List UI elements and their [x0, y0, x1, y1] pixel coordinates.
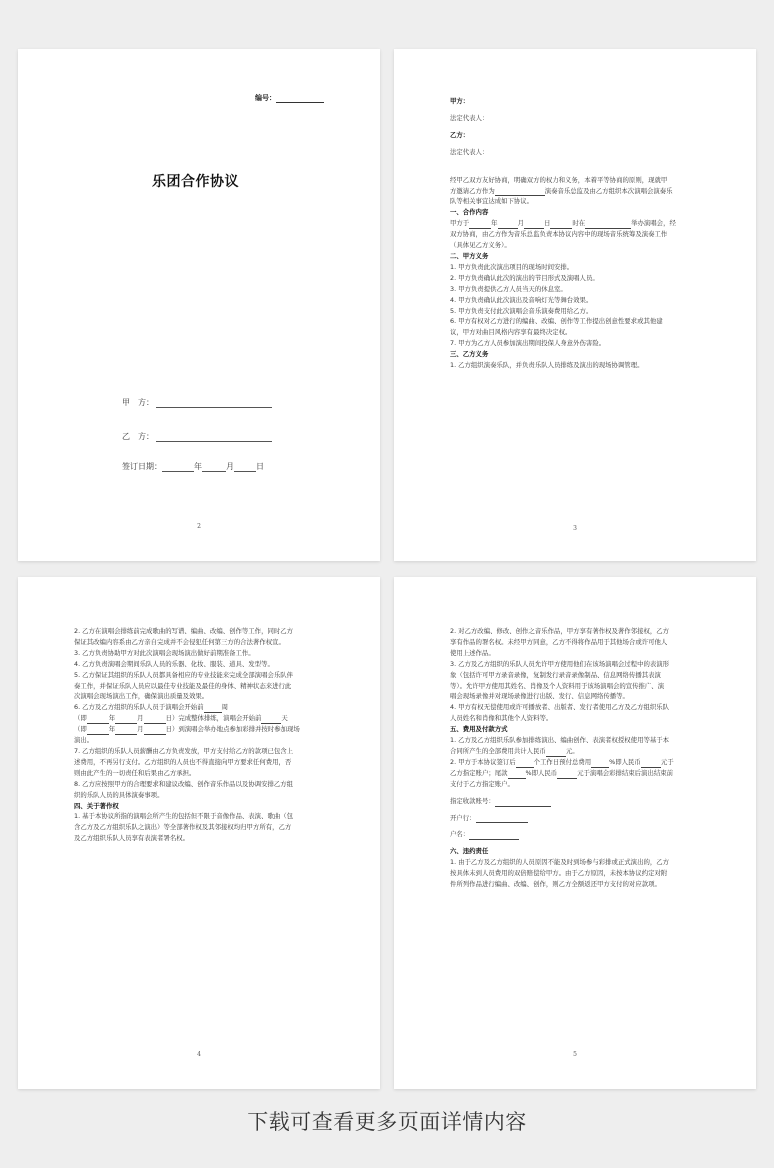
clause: 7. 乙方组织的乐队人员薪酬由乙方负责发放，甲方支付给乙方的款项已包含上: [74, 746, 294, 755]
text: 乙方指定账户；尾款: [450, 768, 508, 777]
clause: 5. 甲方负责支付此次演唱会音乐演奏费用给乙方。: [450, 306, 593, 315]
download-caption: 下载可查看更多页面详情内容: [247, 1110, 527, 1134]
text: 年: [108, 725, 116, 734]
day-label: 日: [256, 462, 264, 471]
blank: [557, 771, 577, 779]
text: 年: [108, 714, 116, 723]
paragraph-line: 队等相关事宜达成如下协议。: [450, 197, 534, 206]
blank: [202, 463, 226, 472]
clause: 1. 由于乙方及乙方组织的人员原因不能及时到场参与彩排或正式演出的，乙方: [450, 858, 670, 867]
blank: [498, 221, 518, 229]
clause: 象（包括许可甲方录音录像，复制发行录音录像制品、信息网络传播其表演: [450, 670, 661, 679]
blank: [591, 760, 609, 768]
text: %即人民币: [525, 768, 558, 777]
clause: 等）。允许甲方使用其姓名、肖像及个人资料用于该场演唱会的宣传推广、演: [450, 681, 665, 690]
clause: 保证其改编内容系由乙方亲自完成并不会侵犯任何第三方的合法著作权宣。: [74, 637, 285, 646]
text: （即: [74, 714, 87, 723]
text: 个工作日预付总费用: [533, 757, 592, 766]
paragraph-line: [450, 218, 700, 229]
contract-number-blank: [276, 95, 324, 103]
text: 6. 乙方及乙方组织的乐队人员于演唱会开始前: [74, 703, 204, 712]
clause: 1. 甲方负责此次演出项目的现场时间安排。: [450, 262, 574, 271]
party-b-label: 乙 方：: [122, 432, 154, 441]
month-label: 月: [226, 462, 234, 471]
party-b-heading: 乙方：: [450, 130, 470, 139]
blank: [469, 832, 519, 840]
clause: 述费用，不再另行支付。乙方组织的人员也不得直接向甲方要求任何费用，否: [74, 757, 292, 766]
section-heading: 三、乙方义务: [450, 350, 489, 359]
blank: [495, 188, 545, 196]
text: 开户行：: [450, 813, 476, 822]
text: 日: [543, 219, 551, 228]
clause: 议，甲方对曲目风格内容享有最终决定权。: [450, 328, 572, 337]
clause: [450, 757, 700, 768]
blank: [144, 716, 166, 724]
blank: [641, 760, 661, 768]
page-5-body: [450, 626, 700, 890]
account-number-field: [450, 796, 700, 807]
account-name-field: [450, 829, 700, 840]
cover-page: [18, 49, 380, 561]
section-heading: 二、甲方义务: [450, 251, 489, 260]
clause: [74, 713, 324, 724]
party-a-heading: 甲方：: [450, 97, 470, 105]
section-heading: 一、合作内容: [450, 208, 489, 217]
clause: 含乙方及乙方组织乐队之演出）等全部著作权及其邻接权均归甲方所有，乙方: [74, 823, 292, 832]
clause: 按具体未到人员费用的双倍赔偿给甲方。由于乙方原因，未按本协议约定对附: [450, 869, 668, 878]
party-a-rep: 法定代表人：: [450, 113, 489, 122]
section-heading: 五、费用及付款方式: [450, 725, 508, 734]
sign-date-label: 签订日期：: [122, 462, 162, 471]
page-4-body: [74, 626, 324, 844]
page-number: 2: [197, 523, 201, 530]
blank: [87, 716, 109, 724]
clause: 享有作品的署名权。未经甲方同意，乙方不得将作品用于其他场合或许可他人: [450, 637, 668, 646]
blank: [508, 771, 526, 779]
paragraph-line: [450, 186, 700, 197]
paragraph-line: （具体见乙方义务）。: [450, 241, 511, 250]
text: 方邀请乙方作为: [450, 186, 495, 195]
text: 指定收款账号：: [450, 796, 495, 805]
clause: 8. 乙方应按照甲方的合理要求和建议改编、创作音乐作品以及协调安排乙方组: [74, 779, 294, 788]
clause: 次演唱会现场演出工作，确保演出质量及效果。: [74, 692, 209, 701]
blank: [87, 727, 109, 735]
clause: 1. 乙方及乙方组织乐队参加排练演出、编曲创作、表演者权授权使用等基于本: [450, 736, 670, 745]
clause: 织的乐队人员的具体演奏事项。: [74, 790, 164, 799]
party-a-label: 甲 方：: [122, 398, 154, 407]
paragraph-line: 经甲乙双方友好协商，明确双方的权力和义务，本着平等协商的原则，现就甲: [450, 175, 668, 184]
clause: 件所列作品进行编曲、改编、创作，则乙方全额返还甲方支付的对应款项。: [450, 880, 661, 889]
text: 演奏音乐总监及由乙方组织本次演唱会演奏乐: [544, 186, 673, 195]
text: 月: [137, 725, 144, 734]
blank: [516, 760, 534, 768]
clause: 4. 乙方负责演唱会期间乐队人员的乐器、化妆、服装、道具、发型等。: [74, 659, 274, 668]
text: 户名：: [450, 830, 470, 839]
clause: 3. 乙方负责协助甲方对此次演唱会现场演出做好前期准备工作。: [74, 648, 255, 657]
clause: 4. 甲方负责确认此次演出及音响灯光等舞台效果。: [450, 295, 593, 304]
clause: 2. 乙方在演唱会排练前完成歌曲的写谱、编曲、改编、创作等工作，同时乙方: [74, 627, 294, 635]
party-a-field: [122, 397, 272, 408]
blank: [115, 716, 137, 724]
blank: [476, 815, 528, 823]
blank: [234, 463, 256, 472]
text: 甲方于: [450, 219, 470, 228]
text: 月: [517, 219, 524, 228]
clause: 则由此产生的一切责任和后果由乙方承担。: [74, 768, 196, 777]
clause: [74, 724, 324, 735]
page-number: 4: [197, 1051, 201, 1058]
clause: [74, 702, 324, 713]
clause: 7. 甲方为乙方人员参加演出期间投保人身意外伤害险。: [450, 339, 606, 348]
clause: 6. 甲方有权对乙方进行的编曲、改编、创作等工作提出创意性要求或其他建: [450, 317, 663, 326]
text: 举办演唱会，经: [631, 219, 676, 228]
page-3-body: [450, 96, 700, 371]
bank-field: [450, 813, 700, 824]
clause: 奏工作，并保证乐队人员应以最佳专业技能及最佳的身体、精神状态来进行此: [74, 681, 292, 690]
clause: [450, 768, 700, 779]
text: 年: [491, 219, 498, 228]
text: 元于演唱会彩排结束后演出结束前: [577, 768, 674, 777]
page-4: [18, 577, 380, 1089]
party-a-blank: [156, 399, 272, 408]
text: 日）到演唱会举办地点参加彩排并按时参加现场: [165, 725, 300, 734]
clause: 2. 对乙方改编、修改、创作之音乐作品，甲方享有著作权及著作邻接权，乙方: [450, 627, 670, 635]
clause: [450, 746, 700, 757]
clause: 5. 乙方保证其组织的乐队人员都具备相应的专业技能来完成全部演唱会乐队伴: [74, 670, 294, 679]
clause: 2. 甲方负责确认此次的演出的节目形式及演唱人员。: [450, 273, 599, 282]
party-b-rep: 法定代表人：: [450, 147, 489, 156]
text: 周: [221, 703, 228, 712]
blank: [585, 221, 631, 229]
text: 天: [281, 714, 288, 723]
year-label: 年: [194, 462, 202, 471]
text: %即人民币: [609, 757, 641, 766]
section-heading: 六、违约责任: [450, 847, 489, 856]
page-number: 3: [573, 525, 577, 532]
text: 日）完成整体排练，演唱会开始前: [165, 714, 262, 723]
blank: [261, 716, 281, 724]
clause: 支付于乙方指定账户。: [450, 779, 514, 788]
blank: [469, 221, 491, 229]
text: 元。: [565, 746, 579, 755]
page-5: [394, 577, 756, 1089]
blank: [144, 727, 166, 735]
section-heading: 四、关于著作权: [74, 801, 119, 810]
text: 月: [137, 714, 144, 723]
blank: [204, 705, 222, 713]
clause: 人员姓名和肖像和其他个人资料等。: [450, 714, 553, 723]
page-number: 5: [573, 1051, 577, 1058]
sign-date-field: [122, 461, 264, 472]
clause: 3. 乙方及乙方组织的乐队人员允许甲方使用他们在该场演唱会过程中的表演形: [450, 659, 670, 668]
text: 元于: [660, 757, 674, 766]
contract-number-label: 编号：: [255, 94, 276, 102]
blank: [550, 221, 572, 229]
text: 时在: [572, 219, 586, 228]
text: 合同所产生的全部费用共计人民币: [450, 746, 546, 755]
clause: 使用上述作品。: [450, 648, 495, 657]
clause: 4. 甲方有权无偿使用或许可播放者、出版者、发行者使用乙方及乙方组织乐队: [450, 703, 670, 712]
blank: [115, 727, 137, 735]
blank: [495, 799, 551, 807]
blank: [162, 463, 194, 472]
blank: [546, 749, 566, 757]
clause: 及乙方组织乐队人员享有表演者署名权。: [74, 834, 190, 843]
text: （即: [74, 725, 87, 734]
party-b-blank: [156, 433, 272, 442]
spacer: [450, 158, 700, 169]
text: 2. 甲方于本协议签订后: [450, 757, 516, 766]
clause: 1. 基于本协议所指的演唱会所产生的包括但不限于音像作品、表演、歌曲（包: [74, 812, 294, 821]
contract-number-field: [255, 93, 324, 103]
document-title: 乐团合作协议: [152, 174, 239, 190]
clause: 1. 乙方组织演奏乐队，并负责乐队人员排练及演出的现场协调管理。: [450, 361, 644, 370]
paragraph-line: 双方协商，由乙方作为音乐总监负责本协议内容中的现场音乐统筹及演奏工作: [450, 230, 668, 239]
clause: 3. 甲方负责提供乙方人员当天的休息室。: [450, 284, 567, 293]
clause: 唱会现场录像并对现场录像进行出版、发行、信息网络传播等。: [450, 692, 629, 701]
blank: [524, 221, 544, 229]
page-3: [394, 49, 756, 561]
clause: 演出。: [74, 736, 94, 745]
party-b-field: [122, 431, 272, 442]
